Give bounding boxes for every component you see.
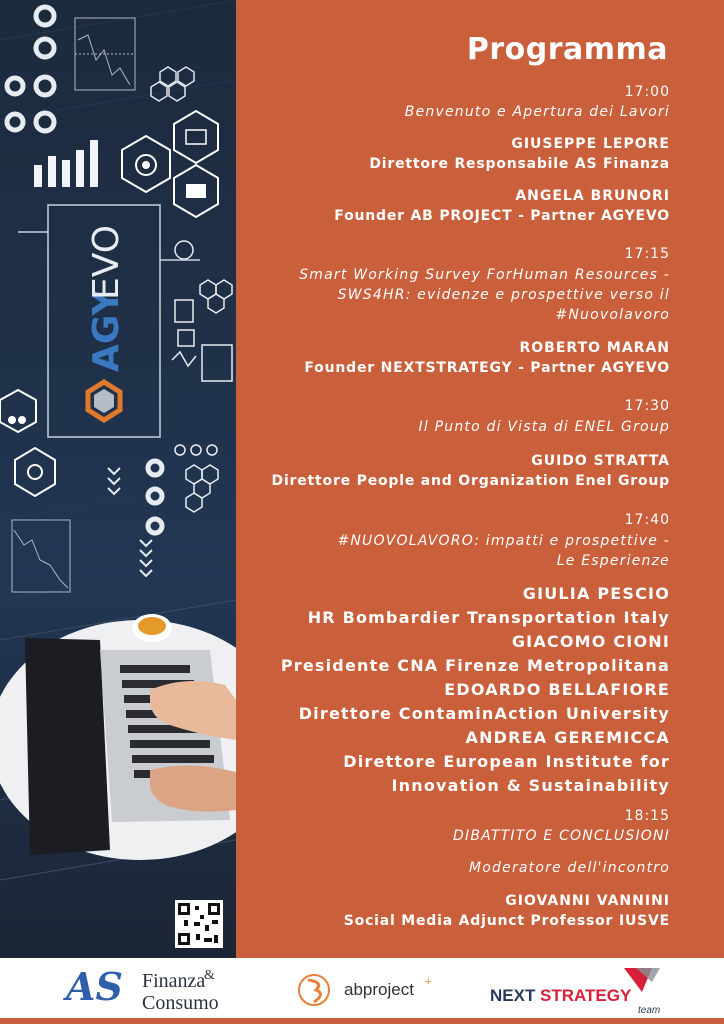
speaker-role: Founder AB PROJECT - Partner AGYEVO <box>334 208 670 224</box>
speaker-role: Innovation & Sustainability <box>391 776 670 795</box>
as-logo-text: Consumo <box>142 992 219 1014</box>
speaker-role: Direttore ContaminAction University <box>298 704 670 723</box>
nextstrategy-strategy: STRATEGY <box>540 986 632 1005</box>
as-logo-amp: & <box>204 968 215 983</box>
speaker-role: Direttore European Institute for <box>343 752 670 771</box>
speaker-name: GIOVANNI VANNINI <box>505 893 670 909</box>
speaker-name: GIUSEPPE LEPORE <box>511 136 670 152</box>
nextstrategy-team: team <box>638 1005 661 1016</box>
session-time: 17:15 <box>624 246 670 262</box>
speaker-name: EDOARDO BELLAFIORE <box>444 680 670 699</box>
speaker-name: ANDREA GEREMICCA <box>465 728 670 747</box>
session-title-line: Smart Working Survey ForHuman Resources - <box>299 267 670 283</box>
abproject-logo <box>296 968 436 1014</box>
footer-accent-line <box>0 1018 724 1024</box>
session-title-line: SWS4HR: evidenze e prospettive verso il <box>337 287 670 303</box>
session-title: DIBATTITO E CONCLUSIONI <box>453 828 670 844</box>
as-logo-mark: AS <box>66 964 123 1009</box>
sponsor-footer <box>0 958 724 1024</box>
abproject-text: abproject <box>344 980 414 999</box>
abproject-mark <box>296 970 336 1010</box>
speaker-role: HR Bombardier Transportation Italy <box>307 608 670 627</box>
session-title: Il Punto di Vista di ENEL Group <box>418 419 670 435</box>
session-title-line: Le Esperienze <box>556 553 670 569</box>
session-title-line: #NUOVOLAVORO: impatti e prospettive - <box>337 533 670 549</box>
tech-illustration <box>0 0 236 958</box>
session-title-line: #Nuovolavoro <box>555 307 670 323</box>
speaker-role: Founder NEXTSTRATEGY - Partner AGYEVO <box>304 360 670 376</box>
page-title: Programma <box>466 32 668 67</box>
speaker-name: GUIDO STRATTA <box>531 453 670 469</box>
program-panel <box>236 0 724 958</box>
session-time: 17:30 <box>624 398 670 414</box>
speaker-role: Social Media Adjunct Professor IUSVE <box>343 913 670 929</box>
session-title: Benvenuto e Apertura dei Lavori <box>404 104 670 120</box>
nextstrategy-next: NEXT <box>490 986 536 1005</box>
abproject-plus: + <box>425 976 432 988</box>
speaker-name: ROBERTO MARAN <box>519 340 670 356</box>
nextstrategy-logo <box>490 966 670 1018</box>
moderator-label: Moderatore dell'incontro <box>469 860 670 876</box>
session-time: 18:15 <box>624 808 670 824</box>
svg-text:EVO: EVO <box>86 224 127 300</box>
speaker-role: Direttore Responsabile AS Finanza <box>369 156 670 172</box>
as-logo-text: Finanza <box>142 970 206 992</box>
speaker-name: GIULIA PESCIO <box>522 584 670 603</box>
as-finanza-logo <box>66 966 236 1016</box>
speaker-name: ANGELA BRUNORI <box>515 188 670 204</box>
hero-image-panel <box>0 0 236 958</box>
session-time: 17:40 <box>624 512 670 528</box>
session-time: 17:00 <box>624 84 670 100</box>
speaker-role: Direttore People and Organization Enel Group <box>271 473 670 489</box>
speaker-name: GIACOMO CIONI <box>511 632 670 651</box>
svg-text:AGY: AGY <box>86 289 127 372</box>
speaker-role: Presidente CNA Firenze Metropolitana <box>280 656 670 675</box>
